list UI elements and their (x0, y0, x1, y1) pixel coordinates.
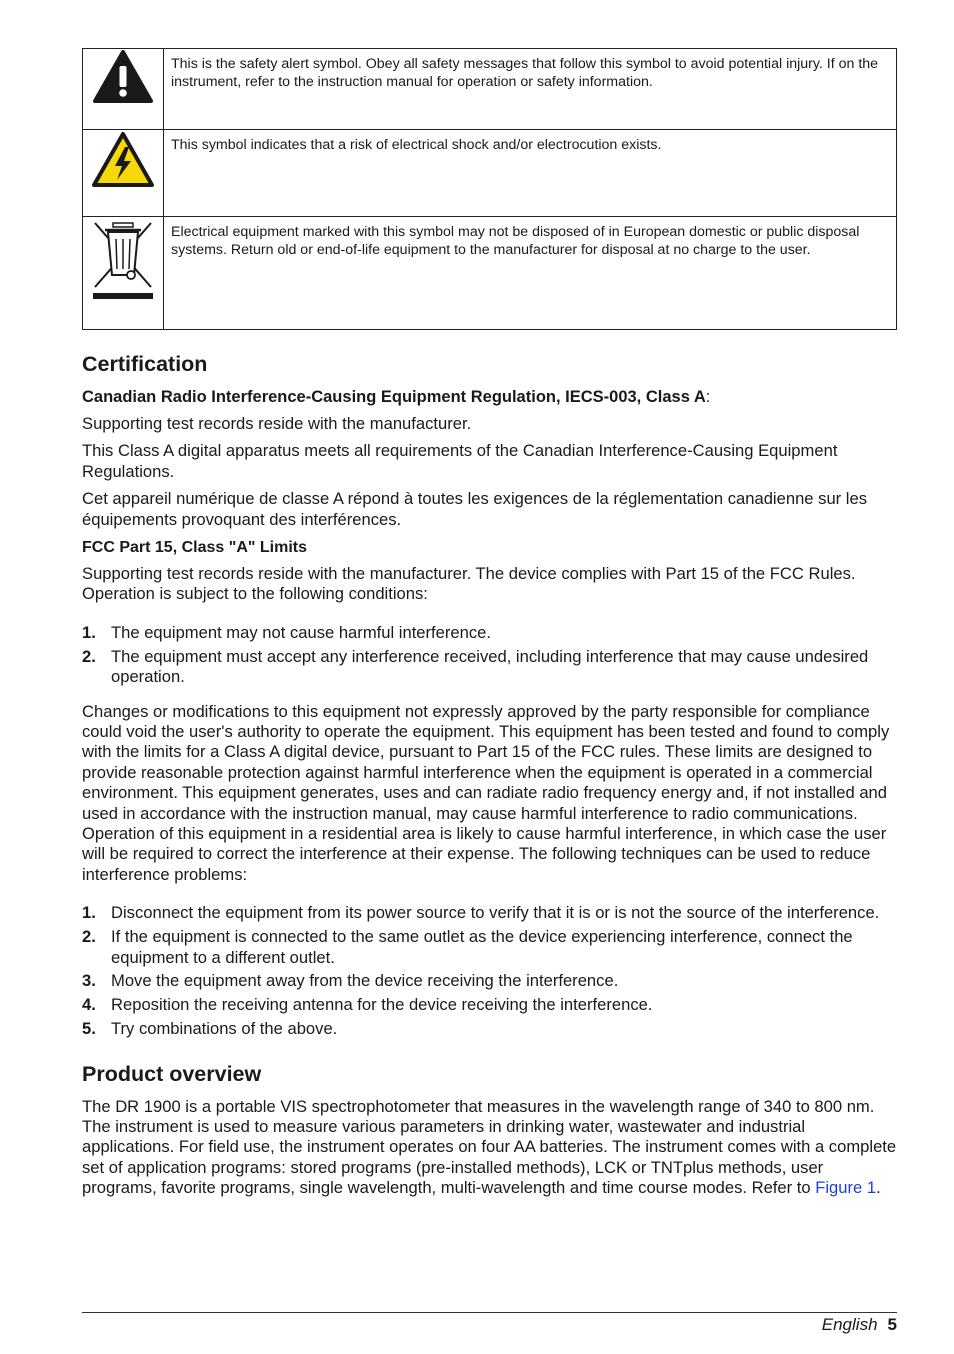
table-row (83, 49, 897, 130)
weee-crossed-bin-icon (89, 217, 157, 303)
symbol-description: This is the safety alert symbol. Obey all safety messages that follow this symbol to avoid potential injury. If on the instrument, refer to the instruction manual for operation or safety information. (164, 49, 897, 130)
symbol-cell (83, 217, 164, 330)
product-overview-text (82, 1097, 897, 1199)
list-item (82, 903, 897, 923)
symbol-description: Electrical equipment marked with this symbol may not be disposed of in European domestic or public disposal systems. Return old or end-of-life equipment to the manufacturer for disposal at no charge to the user. (164, 217, 897, 330)
canadian-regulation-title: Canadian Radio Interference-Causing Equipment Regulation, IECS-003, Class A (82, 388, 706, 406)
page-number: 5 (887, 1315, 897, 1334)
overview-body: The DR 1900 is a portable VIS spectrophotometer that measures in the wavelength range of 340 to 800 nm. The instrument is used to measure various parameters in drinking water, wastewater and industrial applications. For field use, the instrument operates on four AA batteries. The instrument comes with a complete set of application programs: stored programs (pre-installed methods), LCK or TNTplus methods, user programs, favorite programs, single wavelength, multi-wavelength and time course modes. Refer to (82, 1096, 897, 1198)
list-text: If the equipment is connected to the same outlet as the device experiencing interference, connect the equipment to a different outlet. (111, 927, 853, 967)
list-item (82, 623, 897, 643)
table-row (83, 130, 897, 217)
table-row (83, 217, 897, 330)
page-content (82, 48, 897, 1206)
list-number: 1. (82, 903, 96, 923)
safety-alert-icon (92, 49, 154, 105)
list-text: The equipment may not cause harmful interference. (111, 622, 492, 642)
footer-text (82, 1313, 897, 1335)
figure-1-link[interactable]: Figure 1 (815, 1178, 877, 1198)
list-item (82, 995, 897, 1015)
list-number: 3. (82, 971, 96, 991)
paragraph: Supporting test records reside with the manufacturer. The device complies with Part 15 of the FCC Rules. Operation is subject to the following conditions: (82, 564, 856, 604)
list-item (82, 647, 897, 688)
list-number: 4. (82, 995, 96, 1015)
list-item (82, 927, 897, 968)
techniques-list (82, 903, 897, 1039)
list-text: Try combinations of the above. (111, 1019, 338, 1039)
paragraph: This Class A digital apparatus meets all requirements of the Canadian Interference-Causing Equipment Regulations. (82, 441, 838, 481)
symbol-cell (83, 130, 164, 217)
paragraph: Cet appareil numérique de classe A répond à toutes les exigences de la réglementation canadienne sur les équipements provoquant des interférences. (82, 489, 868, 529)
conditions-list (82, 623, 897, 688)
paragraph: Supporting test records reside with the manufacturer. (82, 414, 472, 433)
list-text: Move the equipment away from the device receiving the interference. (111, 971, 619, 991)
product-overview-heading: Product overview (82, 1061, 262, 1086)
fcc-heading: FCC Part 15, Class "A" Limits (82, 539, 308, 557)
electrical-shock-icon (90, 130, 156, 190)
safety-symbols-table (82, 48, 897, 330)
list-number: 2. (82, 927, 96, 947)
canadian-regulation-heading (82, 387, 897, 408)
list-text: Disconnect the equipment from its power source to verify that it is or is not the source of the interference. (111, 903, 880, 923)
list-number: 1. (82, 622, 96, 642)
paragraph: Changes or modifications to this equipment not expressly approved by the party responsible for compliance could void the user's authority to operate the equipment. This equipment has been tested and found to comply with the limits for a Class A digital device, pursuant to Part 15 of the FCC rules. These limits are designed to provide reasonable protection against harmful interference when the equipment is operated in a commercial environment. This equipment generates, uses and can radiate radio frequency energy and, if not installed and used in accordance with the instruction manual, may cause harmful interference to radio communications. Operation of this equipment in a residential area is likely to cause harmful interference, in which case the user will be required to correct the interference at their expense. The following techniques can be used to reduce interference problems: (82, 701, 890, 884)
certification-heading: Certification (82, 352, 208, 376)
list-text: Reposition the receiving antenna for the device receiving the interference. (111, 995, 653, 1015)
symbol-description: This symbol indicates that a risk of electrical shock and/or electrocution exists. (164, 130, 897, 217)
page-footer (82, 1312, 897, 1335)
list-item (82, 971, 897, 991)
symbol-cell (83, 49, 164, 130)
heading-colon: : (705, 388, 711, 406)
list-number: 5. (82, 1019, 96, 1039)
overview-tail: . (876, 1178, 881, 1198)
list-item (82, 1019, 897, 1039)
footer-language: English (821, 1315, 878, 1334)
list-number: 2. (82, 646, 96, 666)
list-text: The equipment must accept any interference received, including interference that may cause undesired operation. (111, 646, 869, 687)
